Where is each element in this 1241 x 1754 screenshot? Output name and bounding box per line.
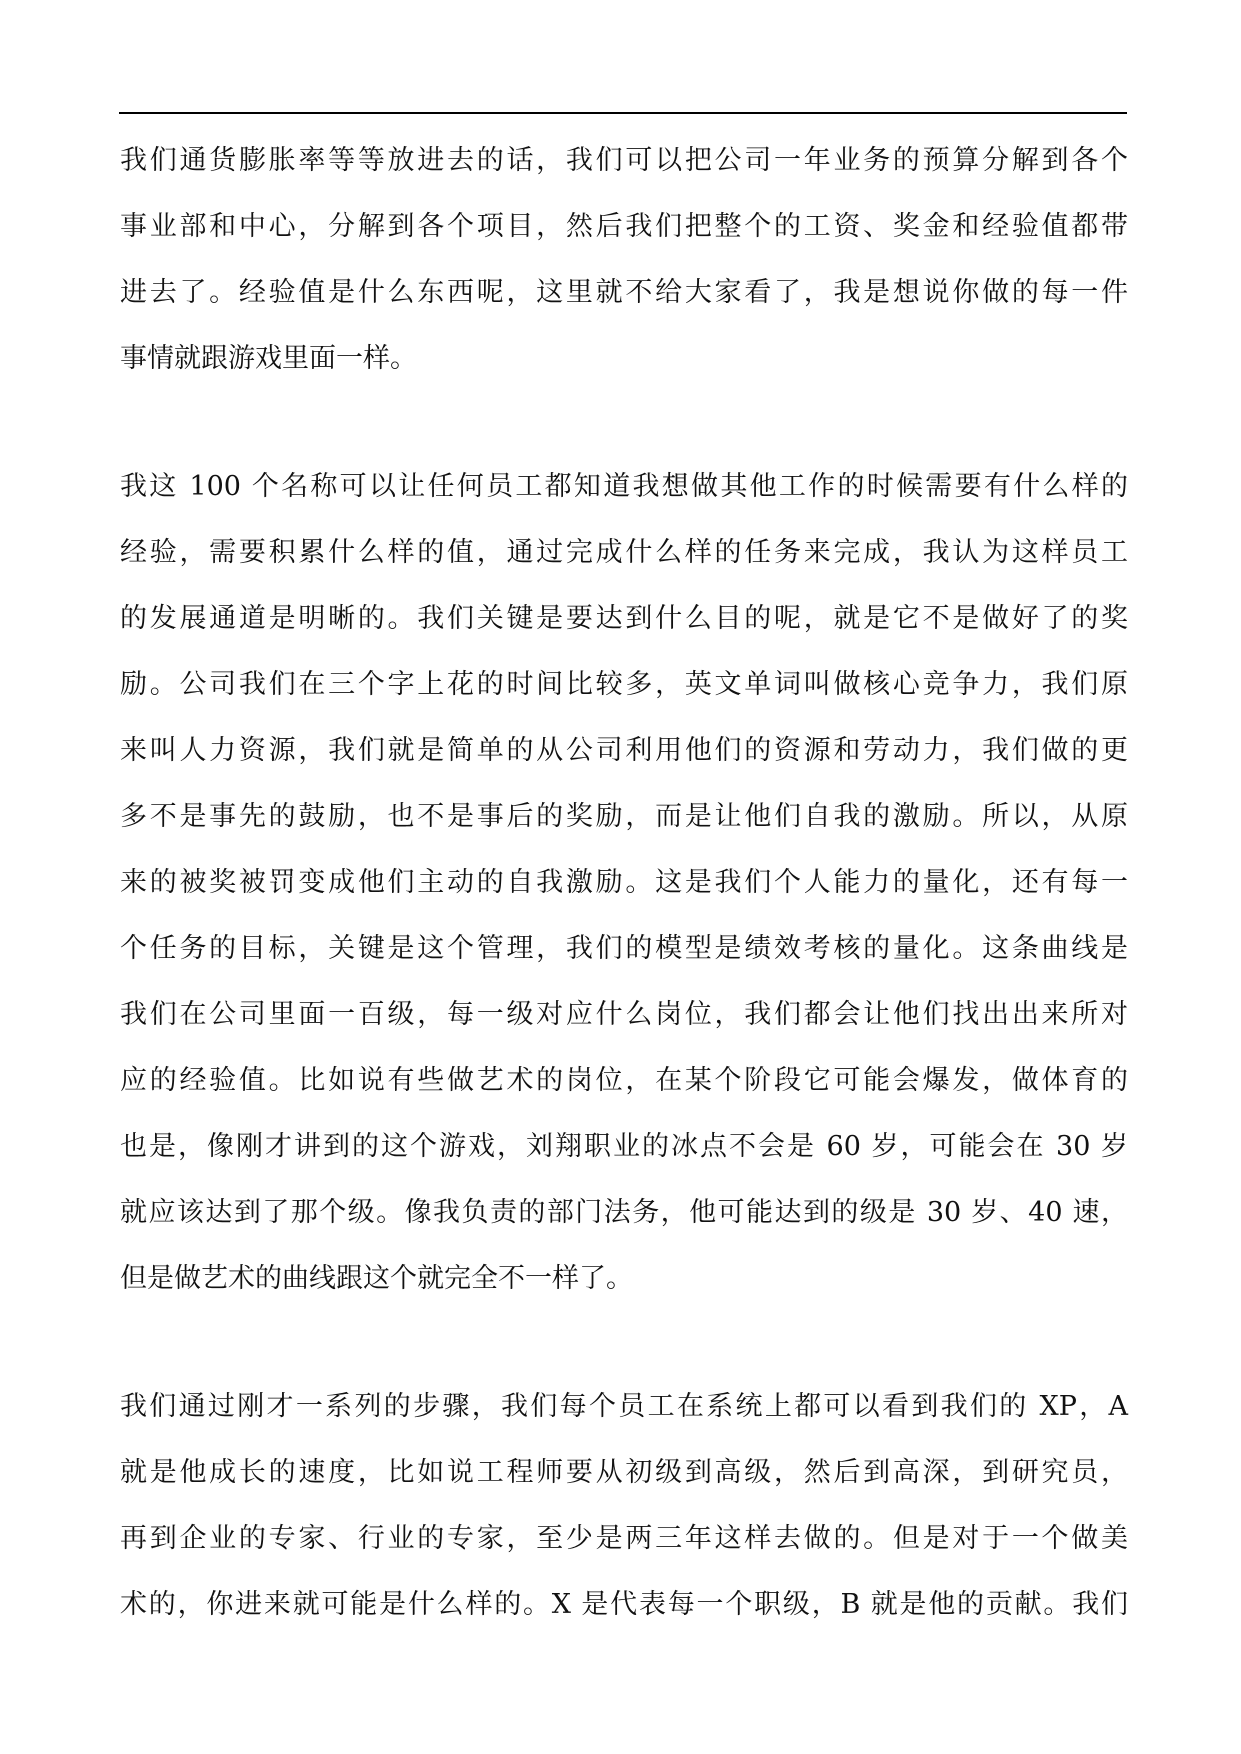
paragraph-3 [120,1374,1128,1638]
text-line: 就应该达到了那个级。像我负责的部门法务，他可能达到的级是 30 岁、40 速， [120,1197,1128,1228]
paragraph-gap [120,392,1128,454]
text-line: 个任务的目标，关键是这个管理，我们的模型是绩效考核的量化。这条曲线是 [120,933,1128,964]
paragraph-2 [120,454,1128,1312]
text-line: 术的，你进来就可能是什么样的。X 是代表每一个职级，B 就是他的贡献。我们 [120,1589,1128,1620]
text-line: 多不是事先的鼓励，也不是事后的奖励，而是让他们自我的激励。所以，从原 [120,801,1128,832]
text-line: 事业部和中心，分解到各个项目，然后我们把整个的工资、奖金和经验值都带 [120,211,1128,242]
text-line: 再到企业的专家、行业的专家，至少是两三年这样去做的。但是对于一个做美 [120,1523,1128,1554]
text-line: 事情就跟游戏里面一样。 [120,343,417,374]
paragraph-gap [120,1312,1128,1374]
text-line: 也是，像刚才讲到的这个游戏，刘翔职业的冰点不会是 60 岁，可能会在 30 岁 [120,1131,1128,1162]
header-rule [119,112,1127,114]
text-line: 励。公司我们在三个字上花的时间比较多，英文单词叫做核心竞争力，我们原 [120,669,1128,700]
text-line: 我们通货膨胀率等等放进去的话，我们可以把公司一年业务的预算分解到各个 [120,145,1128,176]
text-line: 进去了。经验值是什么东西呢，这里就不给大家看了，我是想说你做的每一件 [120,277,1128,308]
text-line: 就是他成长的速度，比如说工程师要从初级到高级，然后到高深，到研究员， [120,1457,1128,1488]
document-body [120,128,1128,1638]
text-line: 应的经验值。比如说有些做艺术的岗位，在某个阶段它可能会爆发，做体育的 [120,1065,1128,1096]
paragraph-1 [120,128,1128,392]
text-line: 我们在公司里面一百级，每一级对应什么岗位，我们都会让他们找出出来所对 [120,999,1128,1030]
text-line: 我这 100 个名称可以让任何员工都知道我想做其他工作的时候需要有什么样的 [120,471,1128,502]
text-line: 但是做艺术的曲线跟这个就完全不一样了。 [120,1263,633,1294]
text-line: 的发展通道是明晰的。我们关键是要达到什么目的呢，就是它不是做好了的奖 [120,603,1128,634]
text-line: 经验，需要积累什么样的值，通过完成什么样的任务来完成，我认为这样员工 [120,537,1128,568]
text-line: 来叫人力资源，我们就是简单的从公司利用他们的资源和劳动力，我们做的更 [120,735,1128,766]
text-line: 我们通过刚才一系列的步骤，我们每个员工在系统上都可以看到我们的 XP，A [120,1391,1128,1422]
text-line: 来的被奖被罚变成他们主动的自我激励。这是我们个人能力的量化，还有每一 [120,867,1128,898]
